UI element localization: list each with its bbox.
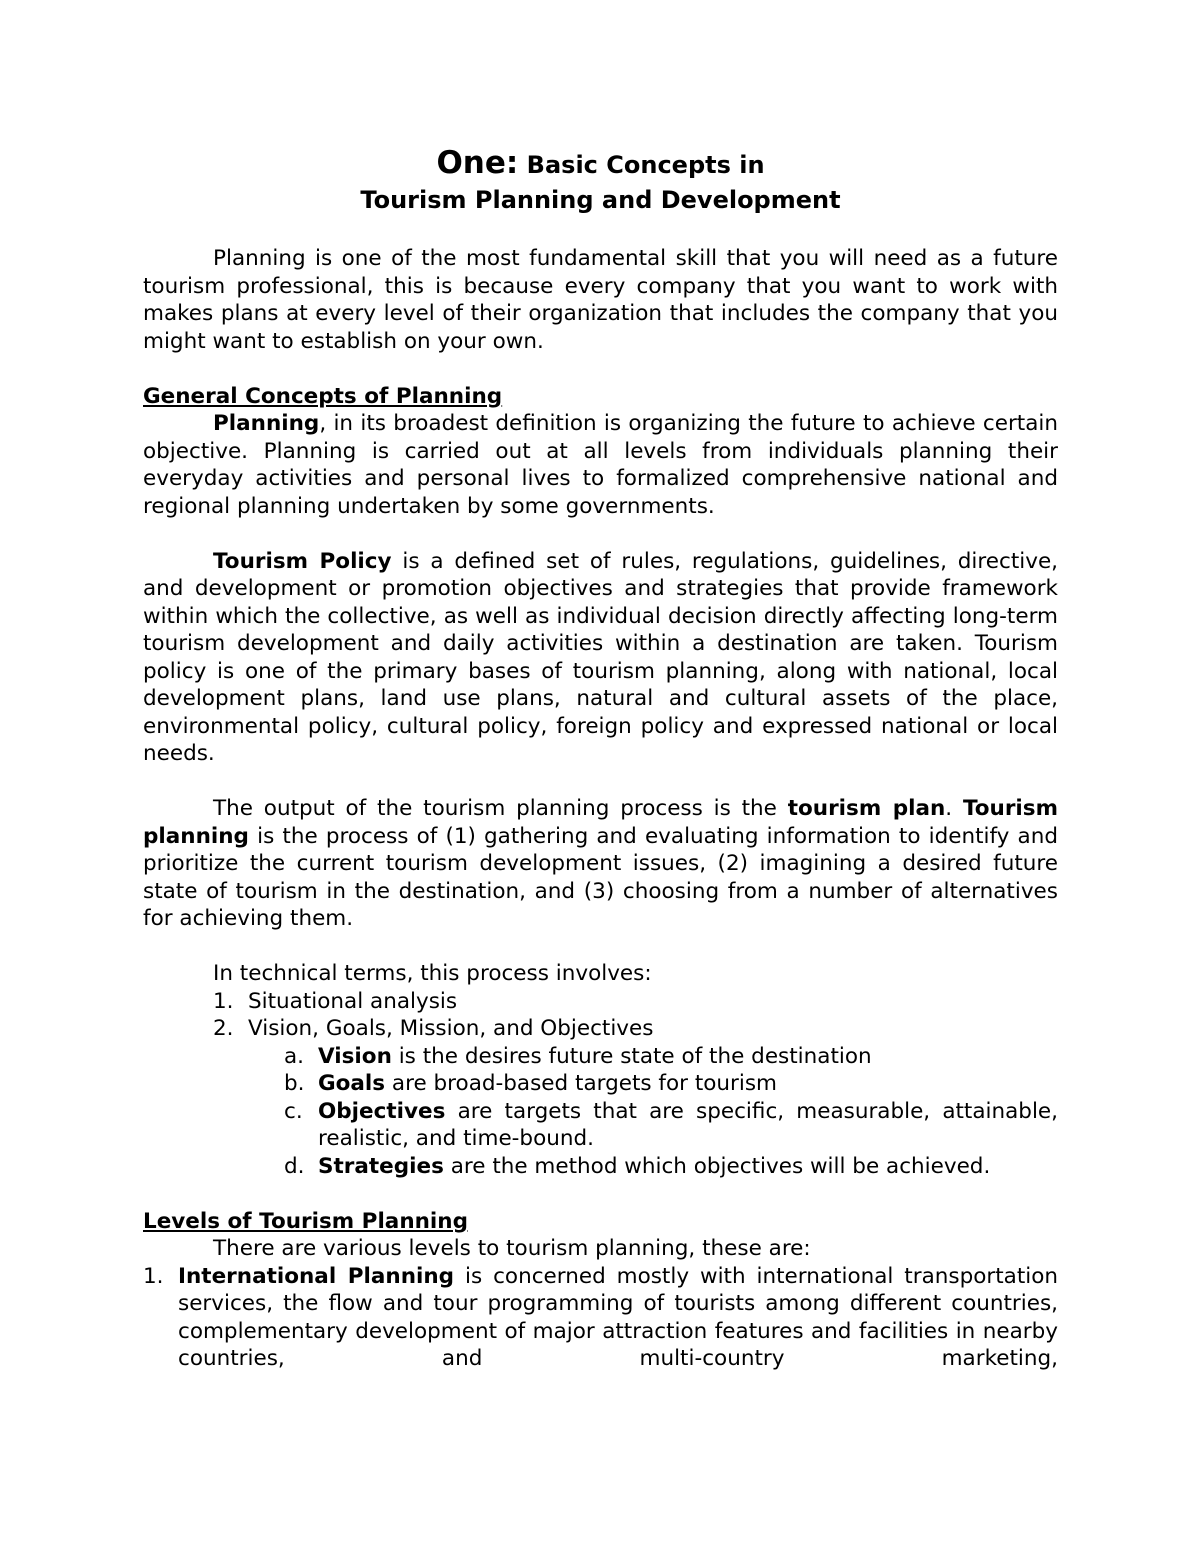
tourism-plan-text-b: .: [945, 796, 963, 821]
term-vision: Vision: [318, 1043, 392, 1069]
process-steps-list: [143, 988, 1058, 1043]
section-heading-levels: Levels of Tourism Planning: [143, 1208, 468, 1234]
list-text: Situational analysis: [248, 988, 458, 1014]
list-item: [143, 1070, 1058, 1098]
list-text: are the method which objectives will be achieved.: [443, 1153, 991, 1179]
levels-list: [143, 1263, 1058, 1373]
levels-intro: There are various levels to tourism planning, these are:: [213, 1236, 811, 1261]
list-item: [143, 1263, 1058, 1373]
term-tourism-plan: tourism plan: [787, 796, 946, 821]
paragraph-tourism-plan: [143, 795, 1058, 933]
list-text: is the desires future state of the destination: [391, 1043, 872, 1069]
paragraph-planning: [143, 410, 1058, 520]
term-objectives: Objectives: [318, 1098, 446, 1124]
term-planning: Planning: [213, 411, 320, 436]
list-number: 1.: [143, 1263, 164, 1289]
list-letter: d.: [284, 1153, 305, 1179]
page-title: [143, 146, 1058, 183]
process-intro: In technical terms, this process involves:: [213, 961, 652, 986]
list-text: are targets that are specific, measurable, attainable, realistic, and time-bound.: [318, 1098, 1058, 1151]
term-tourism-policy: Tourism Policy: [213, 548, 392, 574]
list-letter: b.: [284, 1071, 305, 1096]
list-text: is concerned mostly with international transportation services, the flow and tour programming of tourists among different countries, complementary development of major attraction features and facilities in nearby countries, and multi-country marketing,: [178, 1263, 1059, 1371]
document-body: [143, 146, 1058, 1373]
page-subtitle: Tourism Planning and Development: [360, 186, 841, 214]
list-text: Vision, Goals, Mission, and Objectives: [248, 1016, 654, 1041]
list-item: [143, 1098, 1058, 1153]
intro-paragraph: Planning is one of the most fundamental skill that you will need as a future tourism professional, this is because every company that you want to work with makes plans at every level of their organization that includes the company that you might want to establish on your own.: [143, 246, 1058, 354]
term-tourism-planning: Tourism planning: [143, 796, 1058, 849]
list-letter: a.: [284, 1043, 305, 1069]
list-text: are broad-based targets for tourism: [385, 1071, 777, 1096]
tourism-plan-text-c: is the process of (1) gathering and evaluating information to identify and prioritize the current tourism development issues, (2) imagining a desired future state of tourism in the destination, and (3) choosing from a number of alternatives for achieving them.: [143, 823, 1058, 931]
planning-definition: , in its broadest definition is organizing the future to achieve certain objective. Planning is carried out at all levels from individuals planning their everyday activities and personal lives to formalized comprehensive national and regional planning undertaken by some governments.: [143, 411, 1058, 519]
paragraph-tourism-policy: [143, 548, 1058, 768]
sub-steps-list: [143, 1043, 1058, 1181]
title-line1: Basic Concepts in: [518, 151, 765, 179]
tourism-policy-definition: is a defined set of rules, regulations, guidelines, directive, and development or promotion objectives and strategies that provide framework within which the collective, as well as individual decision directly affecting long-term tourism development and daily activities within a destination are taken. Tourism policy is one of the primary bases of tourism planning, along with national, local development plans, land use plans, natural and cultural assets of the place, environmental policy, cultural policy, foreign policy and expressed national or local needs.: [143, 548, 1059, 766]
term-strategies: Strategies: [318, 1153, 444, 1179]
term-goals: Goals: [318, 1071, 386, 1096]
list-number: 1.: [213, 988, 234, 1014]
list-item: [143, 988, 1058, 1016]
list-item: [143, 1043, 1058, 1071]
tourism-plan-text-a: The output of the tourism planning process is the: [213, 796, 788, 821]
section-heading-general-concepts: General Concepts of Planning: [143, 383, 503, 409]
list-item: [143, 1015, 1058, 1043]
list-letter: c.: [284, 1098, 303, 1124]
list-number: 2.: [213, 1016, 234, 1041]
title-prefix: One:: [436, 145, 519, 181]
list-item: [143, 1153, 1058, 1181]
term-international-planning: International Planning: [178, 1263, 455, 1289]
